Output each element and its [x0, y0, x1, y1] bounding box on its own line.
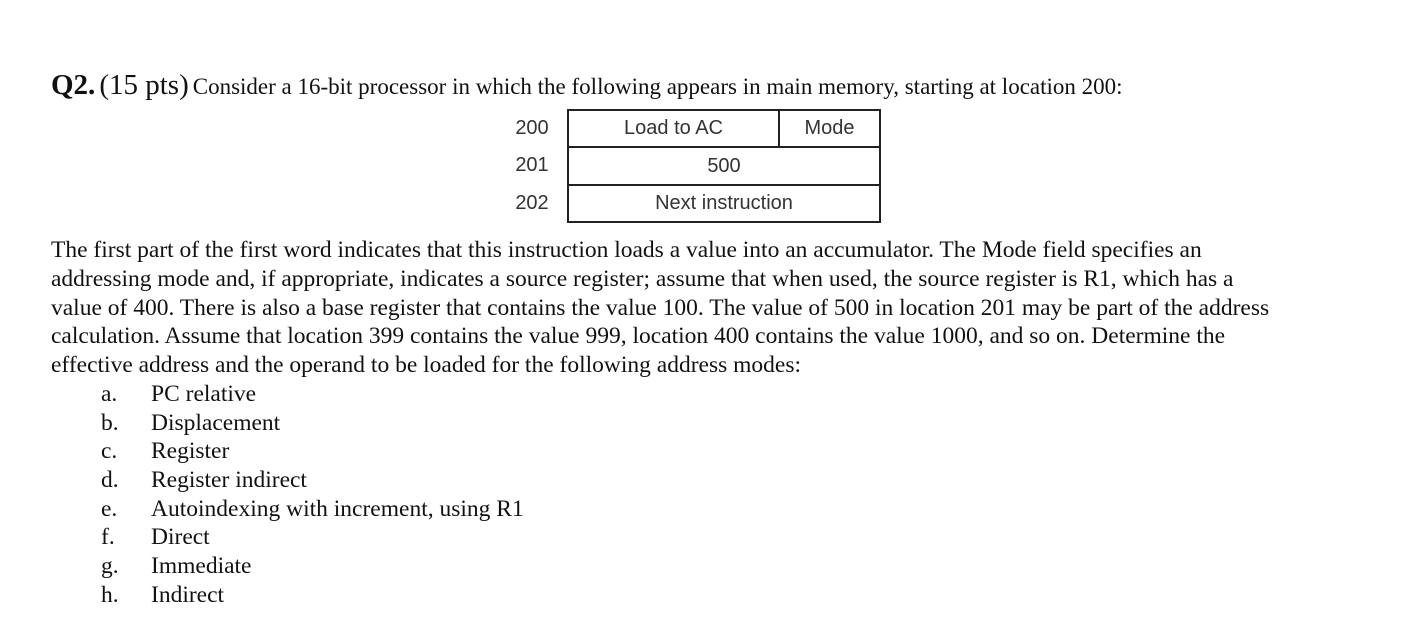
list-item-label: Register indirect: [151, 467, 307, 494]
memory-row: [569, 148, 879, 186]
list-item-label: Autoindexing with increment, using R1: [151, 495, 524, 522]
memory-address-201: 201: [515, 154, 549, 176]
list-item-label: Register: [151, 438, 230, 465]
paragraph-line: effective address and the operand to be loaded for the following address modes:: [51, 352, 802, 379]
paragraph-line: The first part of the first word indicates that this instruction loads a value into an accumulator. The Mode field specifies an: [51, 237, 1202, 263]
list-item-label: PC relative: [151, 381, 257, 407]
memory-table: [567, 109, 881, 223]
question-number: Q2.: [51, 69, 96, 101]
list-item-label: Indirect: [151, 581, 225, 608]
paragraph-line: calculation. Assume that location 399 contains the value 999, location 400 contains the value 1000, and so on. Determine the: [51, 323, 1226, 350]
list-item-letter: g.: [101, 553, 119, 580]
question-points: (15 pts): [99, 69, 189, 101]
list-item-label: Direct: [151, 524, 210, 551]
paragraph-line: value of 400. There is also a base register that contains the value 100. The value of 500 in location 201 may be part of the address: [51, 294, 1270, 321]
memory-row: [569, 186, 879, 221]
list-item-letter: b.: [101, 409, 119, 436]
opcode-cell: Load to AC: [569, 111, 780, 146]
list-item-letter: h.: [101, 581, 119, 608]
list-item-label: Immediate: [151, 553, 252, 580]
list-item-label: Displacement: [151, 409, 281, 436]
address-value-cell: 500: [707, 154, 741, 177]
problem-description: [51, 236, 1391, 380]
memory-row: [569, 111, 879, 148]
paragraph-line: addressing mode and, if appropriate, indicates a source register; assume that when used, the source register is R1, which has a: [51, 265, 1234, 292]
memory-address-200: 200: [515, 117, 549, 139]
list-item-letter: f.: [101, 524, 115, 551]
list-item-letter: c.: [101, 438, 118, 465]
question-heading: [51, 67, 1123, 108]
list-item-letter: d.: [101, 467, 119, 494]
list-item-letter: a.: [101, 381, 118, 407]
mode-cell: Mode: [804, 117, 855, 139]
question-intro: Consider a 16-bit processor in which the following appears in main memory, starting at location 200:: [192, 74, 1123, 99]
list-item-letter: e.: [101, 495, 118, 522]
next-instruction-cell: Next instruction: [655, 192, 793, 214]
memory-address-202: 202: [515, 192, 549, 214]
